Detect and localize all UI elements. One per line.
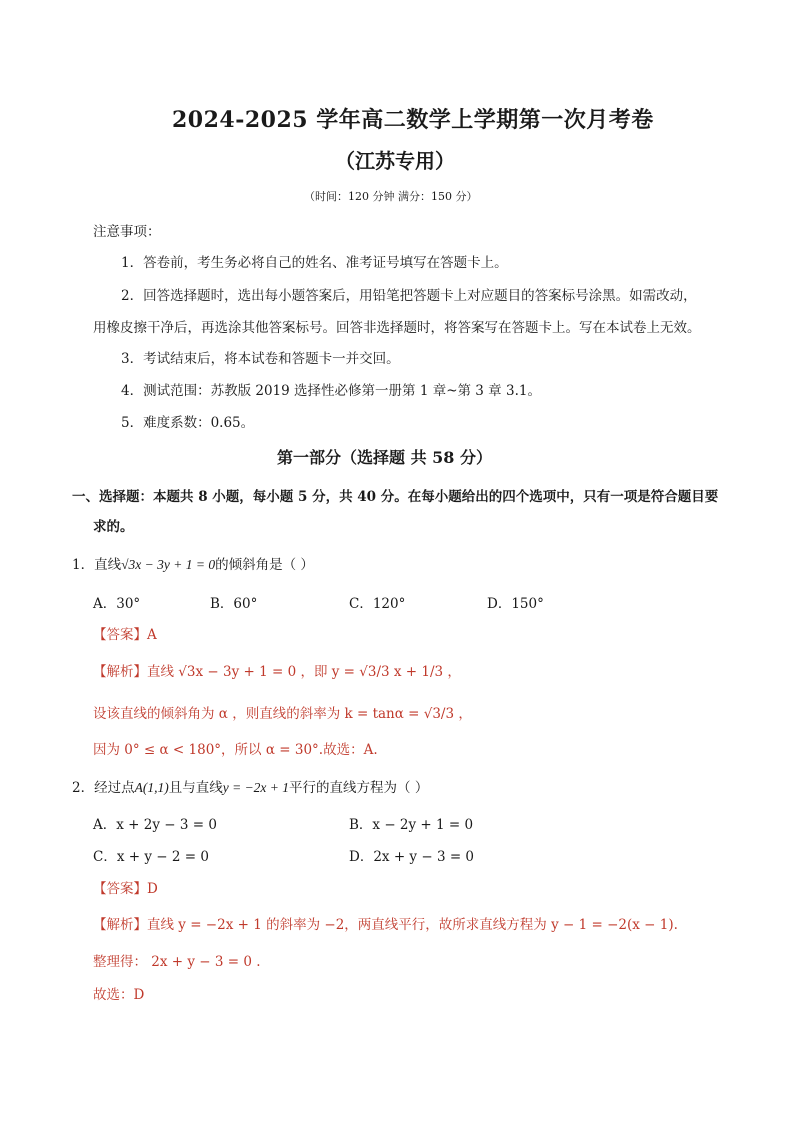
notes-heading: 注意事项： bbox=[93, 224, 161, 240]
time-info: （时间：120 分钟 满分：150 分） bbox=[304, 190, 478, 203]
question-equation: √3x − 3y + 1 = 0 bbox=[121, 557, 216, 572]
note-item: 5．难度系数：0.65。 bbox=[121, 415, 255, 431]
answer-label: 【答案】A bbox=[93, 627, 157, 643]
page-title: 2024-2025 学年高二数学上学期第一次月考卷 bbox=[172, 107, 654, 133]
question-1-stem bbox=[72, 553, 314, 573]
question-point: A(1,1) bbox=[134, 780, 169, 795]
analysis-text: 直线 √3x − 3y + 1 = 0 ，即 y = √3/3 x + 1/3 ， bbox=[147, 664, 461, 680]
question-prefix: 1．直线 bbox=[72, 557, 122, 573]
analysis-label: 【解析】 bbox=[93, 664, 147, 680]
analysis-label: 【解析】 bbox=[93, 917, 147, 933]
analysis-line: 整理得： 2x + y − 3 = 0 . bbox=[93, 954, 261, 970]
instruction-line: 一、选择题：本题共 8 小题，每小题 5 分，共 40 分。在每小题给出的四个选项中，只有一项是符合题目要 bbox=[72, 489, 719, 505]
question-2-stem bbox=[72, 776, 428, 796]
analysis-line: 设该直线的倾斜角为 α ，则直线的斜率为 k = tanα = √3/3 ， bbox=[93, 706, 472, 722]
option-a: A．30° bbox=[93, 596, 141, 612]
option-c: C．x + y − 2 = 0 bbox=[93, 849, 209, 865]
option-a: A．x + 2y − 3 = 0 bbox=[93, 817, 217, 833]
analysis-line bbox=[93, 913, 678, 933]
question-line-equation: y = −2x + 1 bbox=[222, 780, 290, 795]
answer-label: 【答案】D bbox=[93, 881, 158, 897]
analysis-line bbox=[93, 660, 461, 680]
analysis-text: 直线 y = −2x + 1 的斜率为 −2，两直线平行，故所求直线方程为 y − 1 = −2(x − 1). bbox=[147, 917, 678, 933]
question-suffix: 的倾斜角是（ ） bbox=[215, 557, 314, 573]
option-c: C．120° bbox=[349, 596, 406, 612]
option-d: D．2x + y − 3 = 0 bbox=[349, 849, 475, 865]
option-d: D．150° bbox=[487, 596, 544, 612]
question-prefix: 2．经过点 bbox=[72, 780, 135, 796]
note-item: 1．答卷前，考生务必将自己的姓名、准考证号填写在答题卡上。 bbox=[121, 255, 508, 271]
page-subtitle: （江苏专用） bbox=[335, 149, 455, 173]
section-title: 第一部分（选择题 共 58 分） bbox=[277, 448, 492, 467]
question-suffix: 平行的直线方程为（ ） bbox=[289, 780, 429, 796]
option-b: B．60° bbox=[210, 596, 258, 612]
analysis-line: 故选：D bbox=[93, 987, 145, 1003]
analysis-line: 因为 0° ≤ α < 180°，所以 α = 30°.故选：A. bbox=[93, 742, 378, 758]
note-item: 用橡皮擦干净后，再选涂其他答案标号。回答非选择题时，将答案写在答题卡上。写在本试卷上无效。 bbox=[93, 320, 701, 336]
instruction-line: 求的。 bbox=[93, 519, 134, 535]
note-item: 2．回答选择题时，选出每小题答案后，用铅笔把答题卡上对应题目的答案标号涂黑。如需改动， bbox=[121, 288, 697, 304]
note-item: 3．考试结束后，将本试卷和答题卡一并交回。 bbox=[121, 351, 400, 367]
note-item: 4．测试范围：苏教版 2019 选择性必修第一册第 1 章~第 3 章 3.1。 bbox=[121, 383, 541, 399]
option-b: B．x − 2y + 1 = 0 bbox=[349, 817, 474, 833]
question-middle: 且与直线 bbox=[168, 780, 223, 796]
